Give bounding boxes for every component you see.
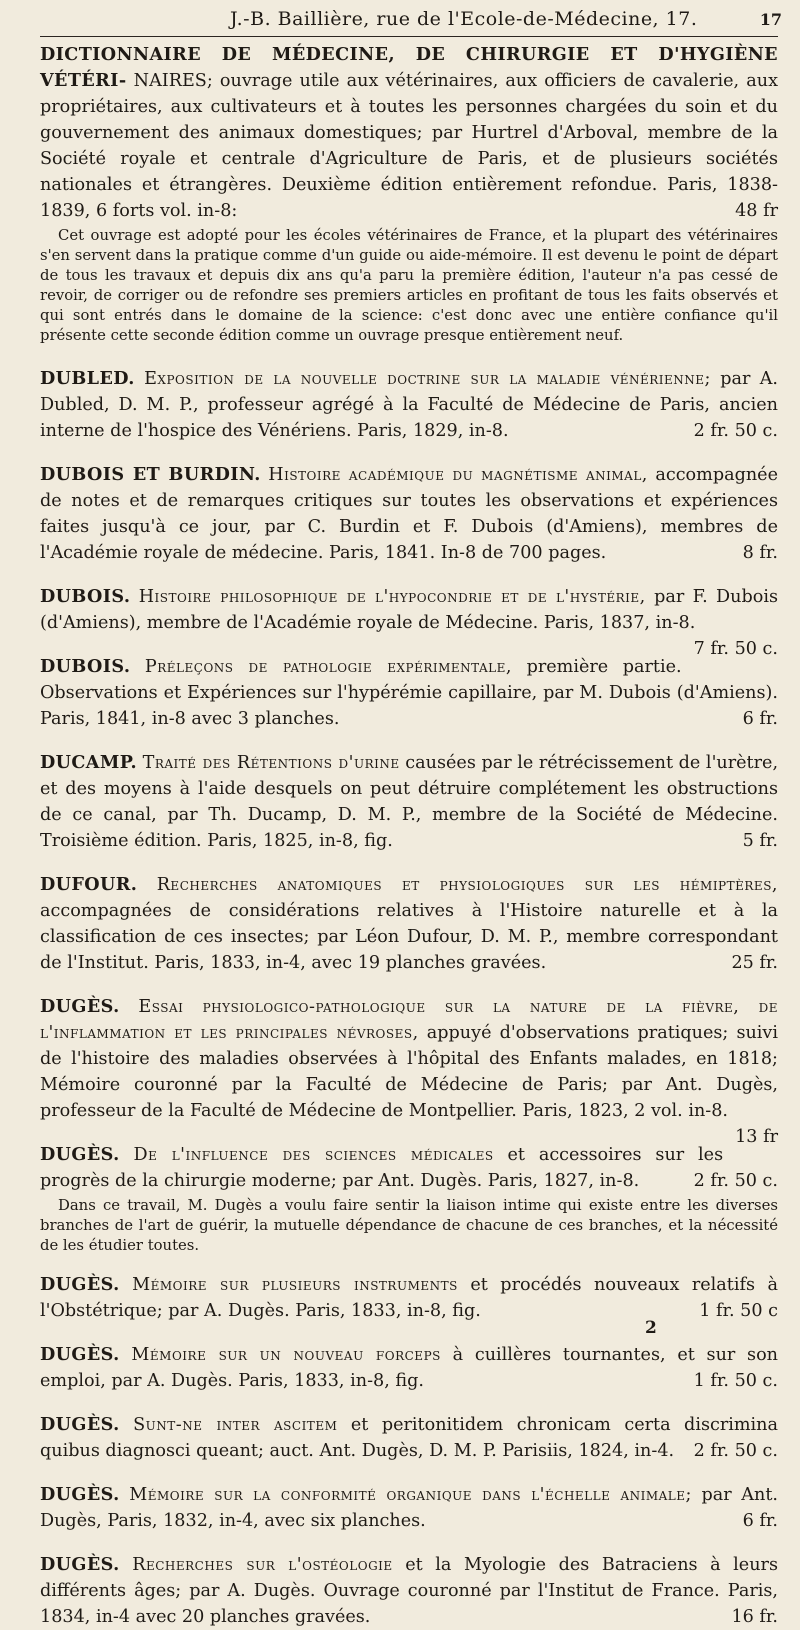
entry-title: Exposition de la nouvelle doctrine sur la maladie vénérienne; bbox=[144, 369, 711, 389]
entry-title: Mémoire sur la conformité organique dans l'échelle animale; bbox=[129, 1485, 692, 1505]
entry-body: et accessoires sur les progrès de la chirurgie moderne; par Ant. Dugès. Paris, 1827, in-8. bbox=[40, 1145, 724, 1191]
entry-head: DUBLED. bbox=[40, 368, 135, 389]
entry-price: 6 fr. bbox=[742, 1511, 778, 1531]
entry-head: DUBOIS. bbox=[40, 656, 131, 677]
entry-dubois-hypocondrie bbox=[40, 584, 779, 659]
entry-price: 1 fr. 50 c. bbox=[693, 1371, 778, 1391]
entry-body: et procédés nouveaux relatifs à l'Obstétrique; par A. Dugès. Paris, 1833, in-8, fig. bbox=[40, 1275, 778, 1321]
entry-price: 6 fr. bbox=[742, 709, 778, 729]
entry-title: Recherches anatomiques et physiologiques sur les hémiptères, bbox=[156, 875, 779, 895]
entry-head: DUGÈS. bbox=[40, 1414, 120, 1435]
entry-head: DUGÈS. bbox=[40, 1144, 120, 1165]
entry-head: DUGÈS. bbox=[40, 996, 120, 1017]
entry-body: première partie. Observations et Expériences sur l'hypérémie capillaire, par M. Dubois (d'Amiens). Paris, 1841, in-8 avec 3 planches. bbox=[40, 657, 778, 729]
entry-dubois-burdin bbox=[40, 462, 778, 566]
entry-price: 13 fr bbox=[735, 1127, 778, 1147]
entry-duges-ascitem bbox=[40, 1412, 778, 1464]
running-head: J.-B. Baillière, rue de l'Ecole-de-Médecine, 17. bbox=[230, 8, 698, 30]
entry-head: DICTIONNAIRE DE MÉDECINE, DE CHIRURGIE ET D'HYGIÈNE VÉTÉRI- bbox=[40, 44, 778, 91]
entry-dufour bbox=[40, 872, 778, 976]
entry-duges-conformite bbox=[40, 1482, 778, 1534]
entry-list bbox=[40, 42, 778, 1630]
entry-head: DUGÈS. bbox=[40, 1344, 120, 1365]
entry-duges-influence bbox=[40, 1142, 778, 1256]
entry-duges-osteologie bbox=[40, 1552, 778, 1630]
entry-note: Cet ouvrage est adopté pour les écoles vétérinaires de France, et la plupart des vétérinaires s'en servent dans la pratique comme d'un guide ou aide-mémoire. Il est devenu le point de départ de tous les travaux et depuis dix ans qu'a paru la première édition, l'auteur n'a pas cessé de revoir, de corriger ou de refondre ses premiers articles en profitant de tous les faits observés et qui sont entrés dans le domaine de la science: c'est donc avec une entière confiance qu'il présente cette seconde édition comme un ouvrage presque entièrement neuf. bbox=[40, 227, 778, 344]
entry-title: Sunt-ne inter ascitem bbox=[133, 1415, 338, 1435]
entry-price: 7 fr. 50 c. bbox=[693, 639, 778, 659]
entry-body: à cuillères tournantes, et sur son emploi, par A. Dugès. Paris, 1833, in-8, fig. bbox=[40, 1345, 779, 1391]
entry-price: 1 fr. 50 c bbox=[699, 1301, 778, 1321]
entry-duges-fievre bbox=[40, 994, 778, 1147]
entry-note: Dans ce travail, M. Dugès a voulu faire sentir la liaison intime qui existe entre les diverses branches de l'art de guérir, la mutuelle dépendance de chacune de ces branches, et la nécessité de les étudier toutes. bbox=[40, 1197, 778, 1254]
entry-title: Traité des Rétentions d'urine bbox=[142, 753, 400, 773]
entry-head: DUBOIS ET BURDIN. bbox=[40, 464, 261, 485]
entry-price: 25 fr. bbox=[731, 953, 778, 973]
entry-body: accompagnées de considérations relatives à l'Histoire naturelle et à la classification de ces insectes; par Léon Dufour, D. M. P., membre correspondant de l'Institut. Paris, 1833, in-4, avec 19 planches gravées. bbox=[40, 901, 778, 973]
entry-head: DUGÈS. bbox=[40, 1274, 120, 1295]
entry-body: et peritonitidem chronicam certa discrimina quibus diagnosci queant; auct. Ant. Dugès, D. M. P. Parisiis, 1824, in-4. bbox=[40, 1415, 778, 1461]
signature-mark: 2 bbox=[645, 1318, 657, 1338]
entry-body: par Ant. Dugès, Paris, 1832, in-4, avec six planches. bbox=[40, 1485, 778, 1531]
header-rule bbox=[40, 36, 778, 37]
entry-ducamp bbox=[40, 750, 778, 854]
entry-title: Mémoire sur un nouveau forceps bbox=[131, 1345, 441, 1365]
entry-price: 16 fr. bbox=[731, 1607, 778, 1627]
entry-price: 2 fr. 50 c. bbox=[693, 1171, 778, 1191]
entry-title: Essai physiologico-pathologique sur la nature de la fièvre, de l'inflammation et les principales névroses, bbox=[40, 997, 778, 1043]
entry-head: DUFOUR. bbox=[40, 874, 138, 895]
entry-dubled bbox=[40, 366, 778, 444]
entry-title: Recherches sur l'ostéologie bbox=[132, 1555, 393, 1575]
entry-duges-instruments bbox=[40, 1272, 778, 1324]
entry-price: 2 fr. 50 c. bbox=[693, 421, 778, 441]
entry-head: DUGÈS. bbox=[40, 1484, 120, 1505]
entry-dubois-prelecons bbox=[40, 654, 778, 732]
entry-head: DUGÈS. bbox=[40, 1554, 120, 1575]
entry-body: accompagnée de notes et de remarques critiques sur toutes les observations et expériences faites jusqu'à ce jour, par C. Burdin et F. Dubois (d'Amiens), membres de l'Académie royale de médecine. Paris, 1841. In-8 de 700 pages. bbox=[40, 465, 779, 563]
entry-duges-forceps bbox=[40, 1342, 778, 1394]
entry-title: Préleçons de pathologie expérimentale, bbox=[144, 657, 513, 677]
entry-dictionnaire bbox=[40, 42, 778, 346]
entry-head: DUCAMP. bbox=[40, 752, 137, 773]
entry-body: NAIRES; ouvrage utile aux vétérinaires, aux officiers de cavalerie, aux propriétaires, aux cultivateurs et à toutes les personnes chargées du soin et du gouvernement des animaux domestiques; par Hurtrel d'Arboval, membre de la Société royale et centrale d'Agriculture de Paris, et de plusieurs sociétés nationales et étrangères. Deuxième édition entièrement refondue. Paris, 1838-1839, 6 forts vol. in-8: bbox=[40, 71, 779, 221]
entry-title: Mémoire sur plusieurs instruments bbox=[132, 1275, 458, 1295]
entry-body: et la Myologie des Batraciens à leurs différents âges; par A. Dugès. Ouvrage couronné par l'Institut de France. Paris, 1834, in-4 avec 20 planches gravées. bbox=[40, 1555, 778, 1627]
entry-price: 2 fr. 50 c. bbox=[693, 1441, 778, 1461]
entry-price: 48 fr bbox=[735, 201, 778, 221]
entry-body: par F. Dubois (d'Amiens), membre de l'Académie royale de Médecine. Paris, 1837, in-8. bbox=[40, 587, 779, 633]
entry-price: 5 fr. bbox=[742, 831, 778, 851]
entry-title: Histoire philosophique de l'hypocondrie et de l'hystérie, bbox=[138, 587, 646, 607]
entry-title: Histoire académique du magnétisme animal, bbox=[268, 465, 648, 485]
page-number: 17 bbox=[759, 10, 782, 29]
entry-title: De l'influence des sciences médicales bbox=[133, 1145, 494, 1165]
entry-body: appuyé d'observations pratiques; suivi de l'histoire des maladies observées à l'hôpital des Enfants malades, en 1818; Mémoire couronné par la Faculté de Médecine de Paris; par Ant. Dugès, professeur de la Faculté de Médecine de Montpellier. Paris, 1823, 2 vol. in-8. bbox=[40, 1023, 778, 1121]
entry-price: 8 fr. bbox=[742, 543, 778, 563]
entry-body: causées par le rétrécissement de l'urètre, et des moyens à l'aide desquels on peut détruire complétement les obstructions de ce canal, par Th. Ducamp, D. M. P., membre de la Société de Médecine. Troisième édition. Paris, 1825, in-8, fig. bbox=[40, 753, 779, 851]
entry-body: par A. Dubled, D. M. P., professeur agrégé à la Faculté de Médecine de Paris, ancien interne de l'hospice des Vénériens. Paris, 1829, in-8. bbox=[40, 369, 779, 441]
entry-head: DUBOIS. bbox=[40, 586, 131, 607]
